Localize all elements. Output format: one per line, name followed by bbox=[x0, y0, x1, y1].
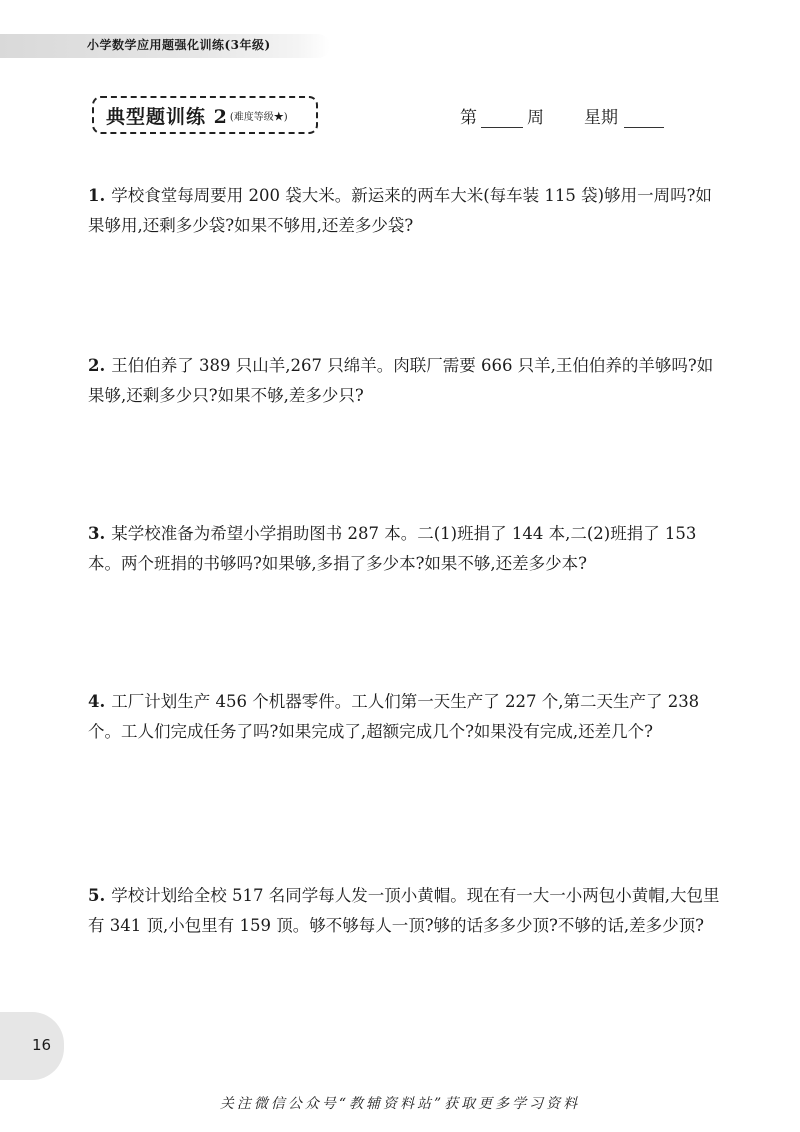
difficulty-label: (难度等级★) bbox=[229, 111, 288, 123]
section-title: 典型题训练 2 bbox=[106, 105, 228, 128]
page-number: 16 bbox=[32, 1036, 52, 1054]
weekday-blank[interactable] bbox=[624, 109, 664, 128]
problem-5 bbox=[88, 881, 728, 941]
week-label: 周 bbox=[527, 108, 544, 128]
footer-note: 关注微信公众号“教辅资料站”获取更多学习资料 bbox=[219, 1096, 581, 1112]
problem-text: 工厂计划生产 456 个机器零件。工人们第一天生产了 227 个,第二天生产了 238 个。工人们完成任务了吗?如果完成了,超额完成几个?如果没有完成,还差几个? bbox=[88, 692, 700, 741]
problem-number: 1. bbox=[88, 186, 106, 205]
problem-number: 4. bbox=[88, 692, 106, 711]
problem-number: 5. bbox=[88, 886, 106, 905]
problem-text: 某学校准备为希望小学捐助图书 287 本。二(1)班捐了 144 本,二(2)班捐了 153 本。两个班捐的书够吗?如果够,多捐了多少本?如果不够,还差多少本? bbox=[88, 524, 697, 573]
problem-text: 学校计划给全校 517 名同学每人发一顶小黄帽。现在有一大一小两包小黄帽,大包里有 341 顶,小包里有 159 顶。够不够每人一顶?够的话多多少顶?不够的话,差多少顶? bbox=[88, 886, 720, 935]
week-prefix: 第 bbox=[460, 108, 477, 128]
section-title-box bbox=[92, 96, 318, 134]
problem-text: 王伯伯养了 389 只山羊,267 只绵羊。肉联厂需要 666 只羊,王伯伯养的羊够吗?如果够,还剩多少只?如果不够,差多少只? bbox=[88, 356, 714, 405]
problem-text: 学校食堂每周要用 200 袋大米。新运来的两车大米(每车装 115 袋)够用一周吗?如果够用,还剩多少袋?如果不够用,还差多少袋? bbox=[88, 186, 712, 235]
book-title: 小学数学应用题强化训练(3年级) bbox=[87, 38, 271, 52]
problem-3 bbox=[88, 519, 728, 579]
week-fill-line bbox=[460, 103, 664, 128]
problem-number: 3. bbox=[88, 524, 106, 543]
week-blank[interactable] bbox=[481, 109, 523, 128]
problem-2 bbox=[88, 351, 728, 411]
problem-4 bbox=[88, 687, 728, 747]
problem-number: 2. bbox=[88, 356, 106, 375]
problem-1 bbox=[88, 181, 728, 241]
weekday-label: 星期 bbox=[584, 108, 618, 128]
